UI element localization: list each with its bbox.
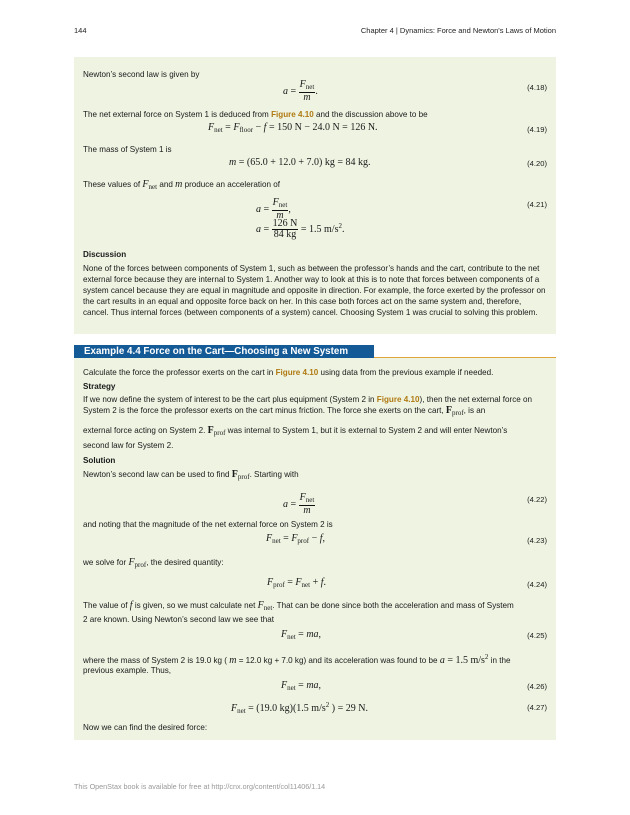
values-text: These values of $F_{net}$ and m produce an acceleration of [83, 179, 280, 191]
figure-link[interactable]: Figure 4.10 [271, 110, 314, 119]
equation-4-18: a = $\frac{F_{net}}{m}$ . [283, 79, 318, 103]
solution-text-1: Newton’s second law can be used to find $F_{prof}$. Starting with [83, 469, 299, 481]
page-number: 144 [74, 26, 87, 35]
strategy-text-2: external force acting on System 2. $F_{prof}$ was internal to System 1, but it is external to System 2 and will enter Newton’s [83, 425, 508, 437]
equation-number: (4.24) [527, 580, 547, 589]
equation-number: (4.26) [527, 682, 547, 691]
task-text: Calculate the force the professor exerts on the cart in Figure 4.10 using data from the previous example if needed. [83, 368, 494, 377]
mass-text: The mass of System 1 is [83, 145, 172, 154]
solve-text: we solve for $F_{prof}$, the desired quantity: [83, 557, 224, 569]
example-title: Example 4.4 Force on the Cart—Choosing a New System [74, 345, 374, 358]
equation-number: (4.25) [527, 631, 547, 640]
example-box [74, 358, 556, 740]
discussion-heading: Discussion [83, 250, 127, 259]
chapter-title: Chapter 4 | Dynamics: Force and Newton's Laws of Motion [360, 26, 556, 35]
strategy-text-3: second law for System 2. [83, 441, 174, 450]
final-text: Now we can find the desired force: [83, 723, 208, 732]
equation-4-22: a = $\frac{F_{net}}{m}$ [283, 492, 315, 516]
example-solution-box [74, 57, 556, 334]
where-text-1: where the mass of System 2 is 19.0 kg ( m = 12.0 kg + 7.0 kg) and its acceleration was found to be a = 1.5 $m/s^2$ in the [83, 653, 511, 666]
equation-number: (4.20) [527, 159, 547, 168]
footer-note: This OpenStax book is available for free at http://cnx.org/content/col11406/1.14 [74, 782, 326, 791]
equation-4-19: $F_{net} = F_{floor} - f = 150$ N − 24.0 N = 126 N. [208, 122, 378, 134]
figure-link[interactable]: Figure 4.10 [376, 395, 420, 404]
strategy-heading: Strategy [83, 382, 116, 391]
figure-link[interactable]: Figure 4.10 [275, 368, 319, 377]
equation-number: (4.27) [527, 703, 547, 712]
discussion-text: None of the forces between components of System 1, such as between the professor’s hands and the cart, contribute to the net external force because they are internal to System 1. Another way to look at this is to note that forces between components of a system cancel because they are equal in magnitude and opposite in direction. For example, the force exerted by the professor on the cart results in an equal and opposite force back on her. In this case both forces act on the same system and, therefore, cancel. Thus internal forces (between components of a system) cancel. Choosing System 1 was crucial to solving this problem. [83, 264, 546, 317]
equation-4-20: m = (65.0 + 12.0 + 7.0) kg = 84 kg. [229, 157, 371, 168]
equation-number: (4.23) [527, 536, 547, 545]
equation-number: (4.22) [527, 495, 547, 504]
equation-4-27: $F_{net} = (19.0$ kg)(1.5 $m/s^2$ ) = 29 N. [231, 701, 368, 715]
value-text-1: The value of f is given, so we must calculate net $F_{net}$. That can be done since both the acceleration and mass of System [83, 600, 514, 612]
equation-number: (4.21) [527, 200, 547, 209]
net-force-text: The net external force on System 1 is deduced from Figure 4.10 and the discussion above to be [83, 110, 428, 119]
equation-4-26: $F_{net}$ = ma, [281, 680, 322, 692]
equation-4-21a: a = $\frac{F_{net}}{m}$ , [256, 197, 291, 221]
intro-text: Newton’s second law is given by [83, 70, 200, 79]
value-text-2: 2 are known. Using Newton’s second law we see that [83, 615, 275, 624]
equation-4-24: $F_{prof} = F_{net} + f$. [267, 577, 327, 589]
where-text-2: previous example. Thus, [83, 666, 172, 675]
equation-4-25: $F_{net}$ = ma, [281, 629, 322, 641]
strategy-text-1: If we now define the system of interest to be the cart plus equipment (System 2 in Figure 4.10), then the net external force on System 2 is the force the professor exerts on the cart minus friction. The force she exerts on the cart, $F_{prof}$, is an [83, 395, 532, 417]
solution-heading: Solution [83, 456, 116, 465]
equation-4-23: $F_{net} = F_{prof} - f$, [266, 533, 326, 545]
equation-4-21b: a = $\frac{126 N}{84 kg}$ = 1.5 $m/s^2$. [256, 218, 345, 240]
noting-text: and noting that the magnitude of the net external force on System 2 is [83, 520, 333, 529]
equation-number: (4.18) [527, 83, 547, 92]
equation-number: (4.19) [527, 125, 547, 134]
